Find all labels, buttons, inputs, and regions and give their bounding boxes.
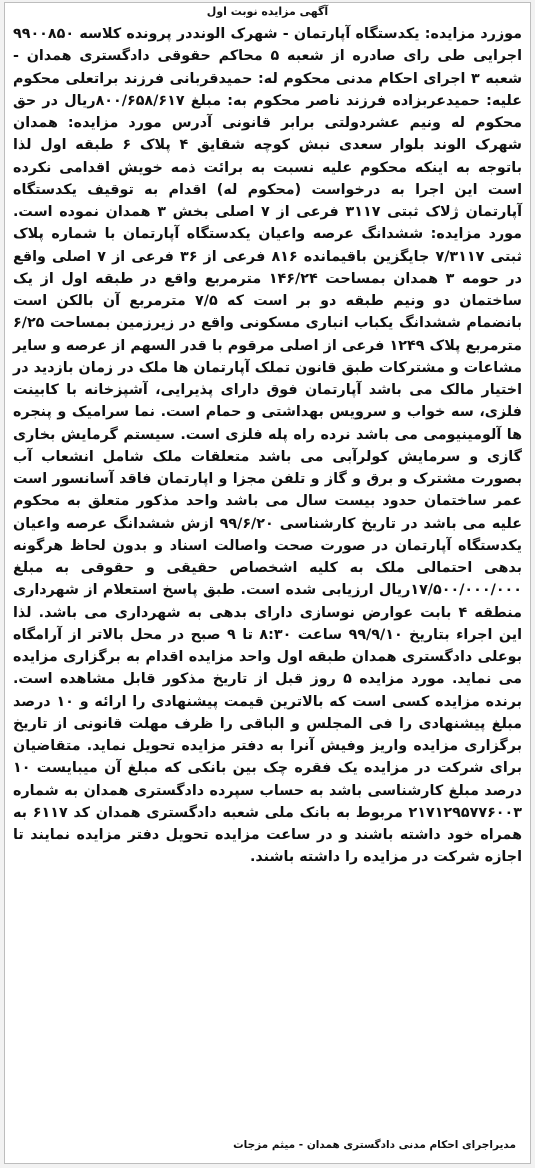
notice-signature: مدیراجرای احکام مدنی دادگستری همدان - میثم مزجات xyxy=(233,1139,516,1151)
notice-body: موزرد مزایده: یکدستگاه آپارتمان - شهرک الونددر پرونده کلاسه ۹۹۰۰۸۵۰ اجرایی طی رای صادره از شعبه ۵ محاکم حقوقی دادگستری همدان - شعبه ۳ اجرای احکام مدنی محکوم له: حمیدقربانی فرزند براتعلی محکوم علیه: حمیدعربزاده فرزند ناصر محکوم به: مبلغ ۸۰۰/۶۵۸/۶۱۷ریال در حق محکوم له ونیم عشردولتی برابر قانونی آدرس مورد مزایده: همدان شهرک الوند بلوار سعدی نبش کوچه شقایق ۴ پلاک ۶ طبقه اول لذا باتوجه به اینکه محکوم علیه نسبت به برائت ذمه خویش اقدامی نکرده است این اجرا به درخواست (محکوم له) اقدام به توقیف یکدستگاه آپارتمان ژلاک ثبتی ۳۱۱۷ فرعی از ۷ اصلی بخش ۳ همدان نموده است. مورد مزایده: ششدانگ عرصه واعیان یکدستگاه آپارتمان با شماره پلاک ثبتی ۷/۳۱۱۷ جایگزین باقیمانده ۸۱۶ فرعی از ۳۶ فرعی از ۷ اصلی واقع در حومه ۳ همدان بمساحت ۱۴۶/۲۴ مترمربع واقع در طبقه اول از یک ساختمان دو ونیم طبقه دو بر است که ۷/۵ مترمربع آن بالکن است بانضمام ششدانگ یکباب انباری مسکونی واقع در زیرزمین بمساحت ۶/۲۵ مترمربع پلاک ۱۲۴۹ فرعی از اصلی مرقوم با قدر السهم از عرصه و سایر مشاعات و مشترکات طبق قانون تملک آپارتمان ها ملک در زمان بازدید در اختیار مالک می باشد آپارتمان فوق دارای پذیرایی، آشپزخانه با کابینت فلزی، سه خواب و سرویس بهداشتی و حمام است. نما سرامیک و پنجره ها آلومینیومی می باشد نرده راه پله فلزی است. سیستم گرمایش بخاری گازی و سرمایش کولرآبی می باشد متعلقات ملک شامل انشعاب آب بصورت مشترک و برق و گاز و تلفن مجزا و اپارتمان فاقد آسانسور است عمر ساختمان حدود بیست سال می باشد واحد مذکور متعلق به محکوم علیه می باشد در تاریخ کارشناسی ۹۹/۶/۲۰ ازش ششدانگ عرصه واعیان یکدستگاه آپارتمان در صورت صحت واصالت اسناد و بدون لحاظ هرگونه بدهی احتمالی ملک به کلیه اشخصاص حقیقی و حقوقی به مبلغ ۱۷/۵۰۰/۰۰۰/۰۰۰ریال ارزیابی شده است. طبق پاسخ استعلام از شهرداری منطقه ۴ بابت عوارض نوسازی دارای بدهی به شهرداری می باشد. لذا این اجراء بتاریخ ۹۹/۹/۱۰ ساعت ۸:۳۰ تا ۹ صبح در محل بالاتر از آرامگاه بوعلی دادگستری همدان طبقه اول واحد مزایده اقدام به برگزاری مزایده می نماید. مورد مزایده ۵ روز قبل از تاریخ مذکور قابل مشاهده است. برنده مزایده کسی است که بالاترین قیمت پیشنهادی را ارائه و ۱۰ درصد مبلغ پیشنهادی را فی المجلس و الباقی را ظرف مهلت قانونی از تاریخ برگزاری مزایده واریز وفیش آنرا به دفتر مزایده تحویل نماید. متقاضیان برای شرکت در مزایده یک فقره چک بین بانکی که مبلغ آن میبایست ۱۰ درصد مبلغ کارشناسی باشد به حساب سپرده دادگستری همدان به شماره ۲۱۷۱۲۹۵۷۷۶۰۰۳ مربوط به بانک ملی شعبه دادگستری همدان کد ۶۱۱۷ به همراه خود داشته باشند و در ساعت مزایده تحویل دفتر مزایده نمایند تا اجازه شرکت در مزایده را داشته باشند. xyxy=(13,26,523,866)
notice-title: آگهی مزایده نوبت اول xyxy=(206,5,329,18)
auction-notice xyxy=(4,2,531,1164)
